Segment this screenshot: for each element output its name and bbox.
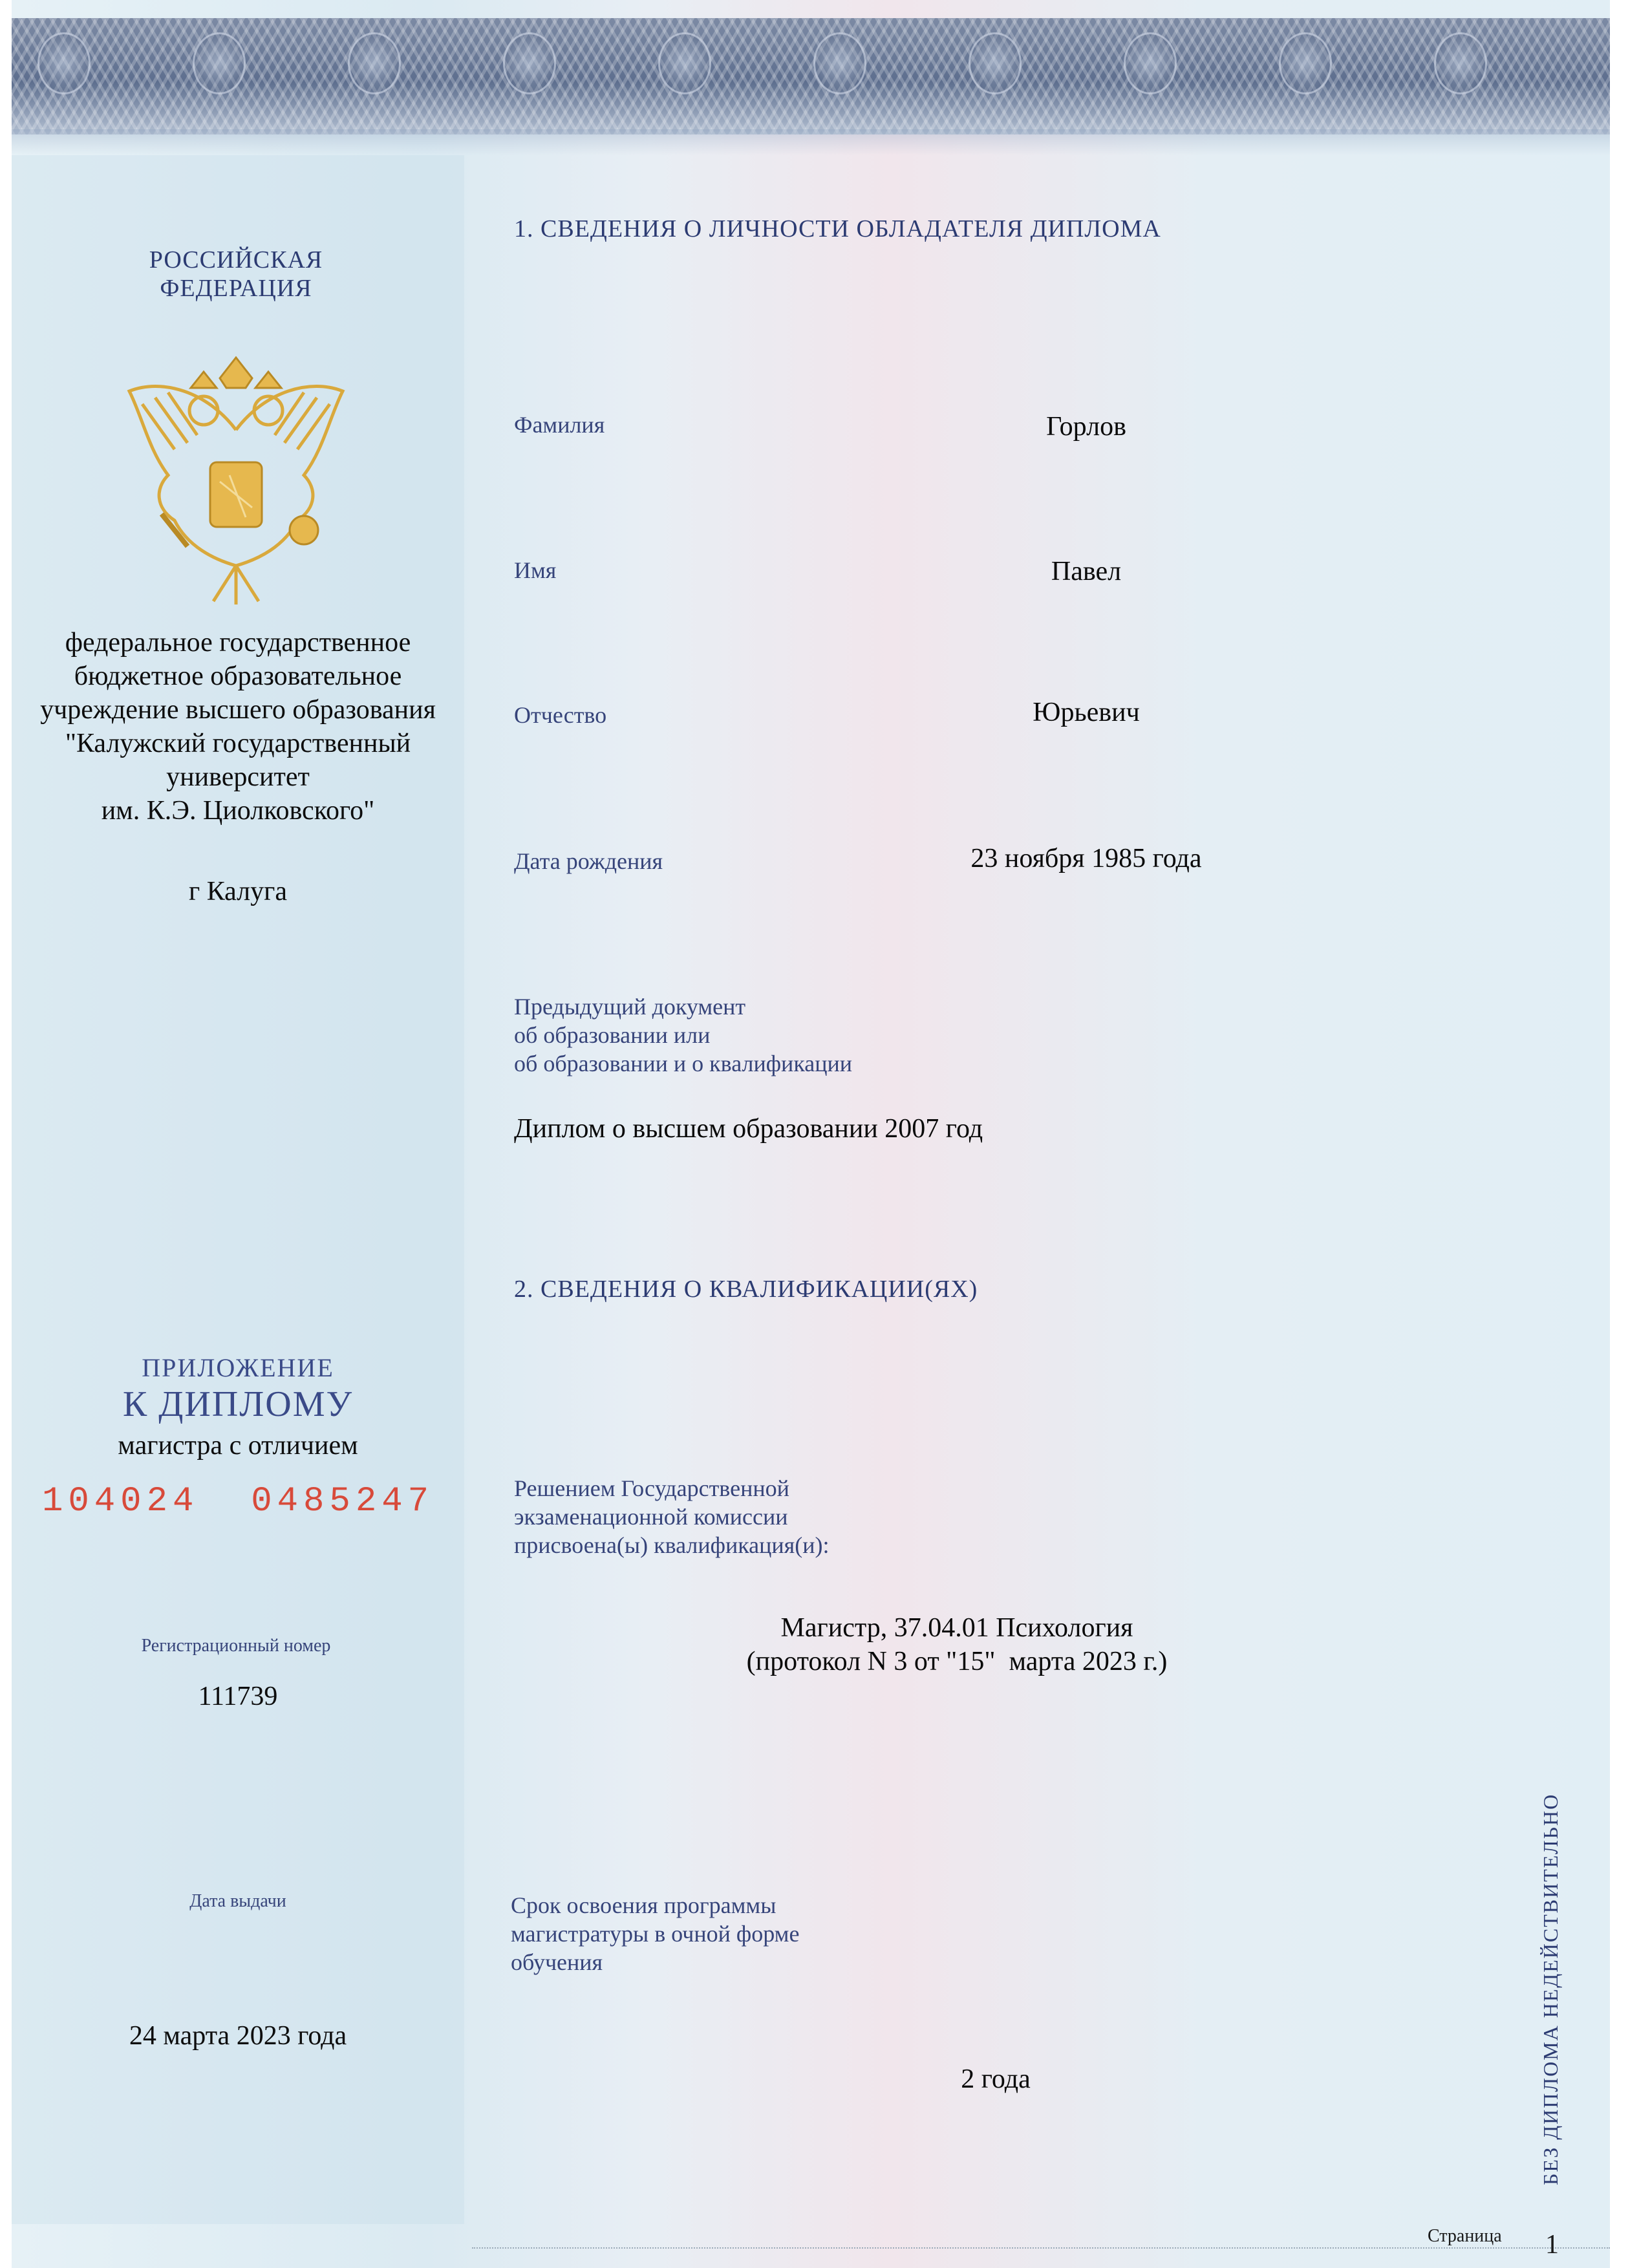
patronymic-label: Отчество bbox=[514, 702, 607, 728]
qualification-decision-label bbox=[514, 1474, 829, 1559]
appendix-title: ПРИЛОЖЕНИЕ bbox=[142, 1353, 334, 1382]
section2-title: 2. СВЕДЕНИЯ О КВАЛИФИКАЦИИ(ЯХ) bbox=[514, 1276, 978, 1303]
pattern-medallion bbox=[813, 32, 866, 94]
issue-date: 24 марта 2023 года bbox=[129, 2021, 347, 2051]
name-label: Имя bbox=[514, 557, 557, 583]
appendix-subtitle: К ДИПЛОМУ bbox=[122, 1384, 354, 1424]
country-heading-text: РОССИЙСКАЯ ФЕДЕРАЦИЯ bbox=[149, 246, 323, 302]
previous-document-label bbox=[514, 992, 852, 1078]
previous-document-label-line: Предыдущий документ bbox=[514, 994, 746, 1020]
pattern-medallion bbox=[193, 32, 246, 94]
coat-of-arms-svg bbox=[116, 352, 356, 608]
registration-number: 111739 bbox=[198, 1682, 278, 1711]
institution-line: учреждение высшего образования bbox=[40, 695, 436, 725]
coat-of-arms-icon bbox=[116, 352, 356, 608]
birthdate-label: Дата рождения bbox=[514, 848, 663, 874]
previous-document-label-line: об образовании или bbox=[514, 1022, 711, 1048]
birthdate-value: 23 ноября 1985 года bbox=[970, 844, 1202, 873]
previous-document-value: Диплом о высшем образовании 2007 год bbox=[514, 1114, 983, 1144]
study-duration-value: 2 года bbox=[961, 2064, 1031, 2094]
name-value: Павел bbox=[1051, 557, 1122, 586]
degree-type: магистра с отличием bbox=[118, 1431, 358, 1460]
pattern-medallion bbox=[348, 32, 401, 94]
side-warning-text: БЕЗ ДИПЛОМА НЕДЕЙСТВИТЕЛЬНО bbox=[1539, 1793, 1562, 2185]
country-heading bbox=[103, 246, 369, 303]
page-label: Страница bbox=[1428, 2226, 1502, 2246]
institution-line: "Калужский государственный bbox=[65, 729, 411, 758]
pattern-medallion bbox=[1434, 32, 1487, 94]
study-duration-label-line: Срок освоения программы bbox=[511, 1892, 777, 1918]
pattern-medallion bbox=[1279, 32, 1332, 94]
serial-number: 104024 0485247 bbox=[41, 1482, 434, 1521]
pattern-medallion bbox=[503, 32, 556, 94]
qualification-value: Магистр, 37.04.01 Психология bbox=[780, 1613, 1133, 1643]
institution-line: бюджетное образовательное bbox=[74, 661, 402, 691]
patronymic-value: Юрьевич bbox=[1033, 698, 1140, 727]
institution-name bbox=[12, 626, 464, 828]
section1-title: 1. СВЕДЕНИЯ О ЛИЧНОСТИ ОБЛАДАТЕЛЯ ДИПЛОМА bbox=[514, 215, 1161, 242]
issue-date-label: Дата выдачи bbox=[189, 1891, 286, 1911]
study-duration-label-line: магистратуры в очной форме bbox=[511, 1921, 800, 1947]
institution-city: г Калуга bbox=[188, 877, 288, 906]
pattern-medallion bbox=[1124, 32, 1177, 94]
security-pattern-band bbox=[12, 18, 1610, 134]
study-duration-label-line: обучения bbox=[511, 1949, 603, 1975]
registration-number-label: Регистрационный номер bbox=[141, 1636, 331, 1656]
pattern-medallion bbox=[658, 32, 711, 94]
institution-line: федеральное государственное bbox=[65, 628, 411, 658]
pattern-medallion bbox=[38, 32, 91, 94]
previous-document-label-line: об образовании и о квалификации bbox=[514, 1051, 853, 1076]
band-shadow bbox=[12, 129, 1610, 155]
surname-label: Фамилия bbox=[514, 412, 605, 438]
institution-line: университет bbox=[166, 762, 310, 792]
qualification-protocol: (протокол N 3 от "15" марта 2023 г.) bbox=[746, 1647, 1168, 1676]
qualification-decision-label-line: Решением Государственной bbox=[514, 1475, 789, 1501]
qualification-decision-label-line: присвоена(ы) квалификация(и): bbox=[514, 1532, 830, 1558]
qualification-decision-label-line: экзаменационной комиссии bbox=[514, 1504, 788, 1530]
surname-value: Горлов bbox=[1046, 412, 1126, 442]
institution-line: им. К.Э. Циолковского" bbox=[101, 796, 375, 826]
page-number: 1 bbox=[1545, 2230, 1559, 2260]
pattern-medallion bbox=[969, 32, 1022, 94]
bottom-dotted-line bbox=[472, 2247, 1610, 2249]
study-duration-label bbox=[511, 1891, 799, 1976]
